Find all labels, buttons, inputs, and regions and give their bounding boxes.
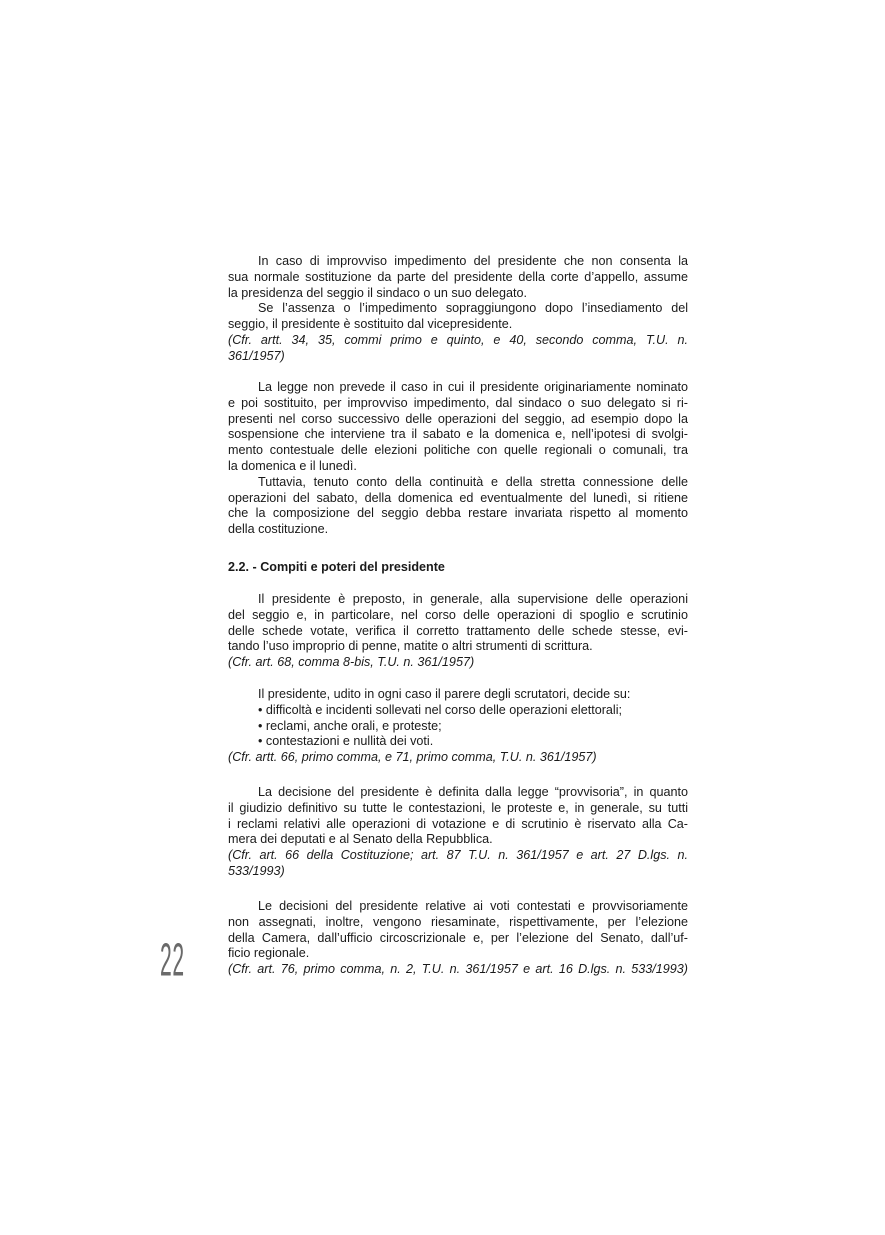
text-line: mento contestuale delle elezioni politiche con quelle regionali o comunali, tra — [228, 443, 688, 458]
text-line: mera dei deputati e al Senato della Repubblica. — [228, 832, 493, 847]
citation-line: (Cfr. art. 66 della Costituzione; art. 87 T.U. n. 361/1957 e art. 27 D.lgs. n. — [228, 848, 688, 863]
text-line: Il presidente, udito in ogni caso il parere degli scrutatori, decide su: — [258, 687, 631, 701]
paragraph-block — [228, 687, 688, 766]
paragraph-block — [228, 380, 688, 538]
text-line: operazioni del sabato, della domenica ed eventualmente del lunedì, si ritiene — [228, 490, 688, 505]
paragraph-block — [228, 592, 688, 671]
text-line: e poi sostituito, per improvviso impedimento, dal sindaco o suo delegato si ri- — [228, 395, 688, 410]
bullet-item: • difficoltà e incidenti sollevati nel corso delle operazioni elettorali; — [258, 702, 623, 717]
citation-line: 361/1957) — [228, 348, 285, 363]
paragraph-block — [228, 254, 688, 365]
text-line: la domenica e il lunedì. — [228, 458, 357, 473]
section-heading: 2.2. - Compiti e poteri del presidente — [228, 560, 445, 574]
text-line: presenti nel corso successivo delle operazioni del seggio, ad esempio dopo la — [228, 411, 688, 426]
paragraph-block — [228, 899, 688, 978]
text-line: Tuttavia, tenuto conto della continuità e della stretta connessione delle — [258, 474, 688, 489]
citation-line: (Cfr. art. 76, primo comma, n. 2, T.U. n. 361/1957 e art. 16 D.lgs. n. 533/1993) — [228, 962, 688, 977]
text-line: della Camera, dall’ufficio circoscrizionale e, per l’elezione del Senato, dall’uf- — [228, 930, 688, 945]
text-line: non assegnati, inoltre, vengono riesaminate, rispettivamente, per l’elezione — [228, 914, 688, 929]
text-line: In caso di improvviso impedimento del presidente che non consenta la — [258, 254, 688, 268]
text-line: sua normale sostituzione da parte del presidente della corte d’appello, assume — [228, 269, 688, 284]
citation-line: (Cfr. art. 68, comma 8-bis, T.U. n. 361/1957) — [228, 655, 475, 670]
citation-line: (Cfr. artt. 66, primo comma, e 71, primo comma, T.U. n. 361/1957) — [228, 750, 597, 765]
text-line: del seggio e, in particolare, nel corso delle operazioni di spoglio e scrutinio — [228, 607, 688, 622]
bullet-item: • contestazioni e nullità dei voti. — [258, 734, 434, 749]
text-line: il giudizio definitivo su tutte le contestazioni, le proteste e, in generale, su tutti — [228, 800, 688, 815]
paragraph-block — [228, 785, 688, 880]
page-number: 22 — [160, 935, 185, 987]
text-line: la presidenza del seggio il sindaco o un suo delegato. — [228, 285, 527, 300]
text-line: Se l’assenza o l’impedimento sopraggiungono dopo l’insediamento del — [258, 301, 688, 316]
text-line: ficio regionale. — [228, 946, 310, 961]
text-line: Le decisioni del presidente relative ai voti contestati e provvisoriamente — [258, 899, 688, 913]
text-line: che la composizione del seggio debba restare invariata rispetto al momento — [228, 506, 688, 521]
text-line: La decisione del presidente è definita dalla legge “provvisoria”, in quanto — [258, 785, 688, 799]
text-line: seggio, il presidente è sostituito dal vicepresidente. — [228, 317, 513, 332]
text-line: Il presidente è preposto, in generale, alla supervisione delle operazioni — [258, 592, 688, 606]
text-line: i reclami relativi alle operazioni di votazione e di scrutinio è riservato alla Ca- — [228, 816, 688, 831]
citation-line: 533/1993) — [228, 863, 285, 878]
bullet-item: • reclami, anche orali, e proteste; — [258, 718, 442, 733]
text-line: della costituzione. — [228, 522, 329, 537]
text-line: delle schede votate, verifica il corretto trattamento delle schede stesse, evi- — [228, 623, 688, 638]
citation-line: (Cfr. artt. 34, 35, commi primo e quinto, e 40, secondo comma, T.U. n. — [228, 332, 688, 347]
text-line: tando l’uso improprio di penne, matite o altri strumenti di scrittura. — [228, 639, 593, 654]
text-line: sospensione che interviene tra il sabato e la domenica e, nell’ipotesi di svolgi- — [228, 427, 688, 442]
text-line: La legge non prevede il caso in cui il presidente originariamente nominato — [258, 380, 688, 394]
